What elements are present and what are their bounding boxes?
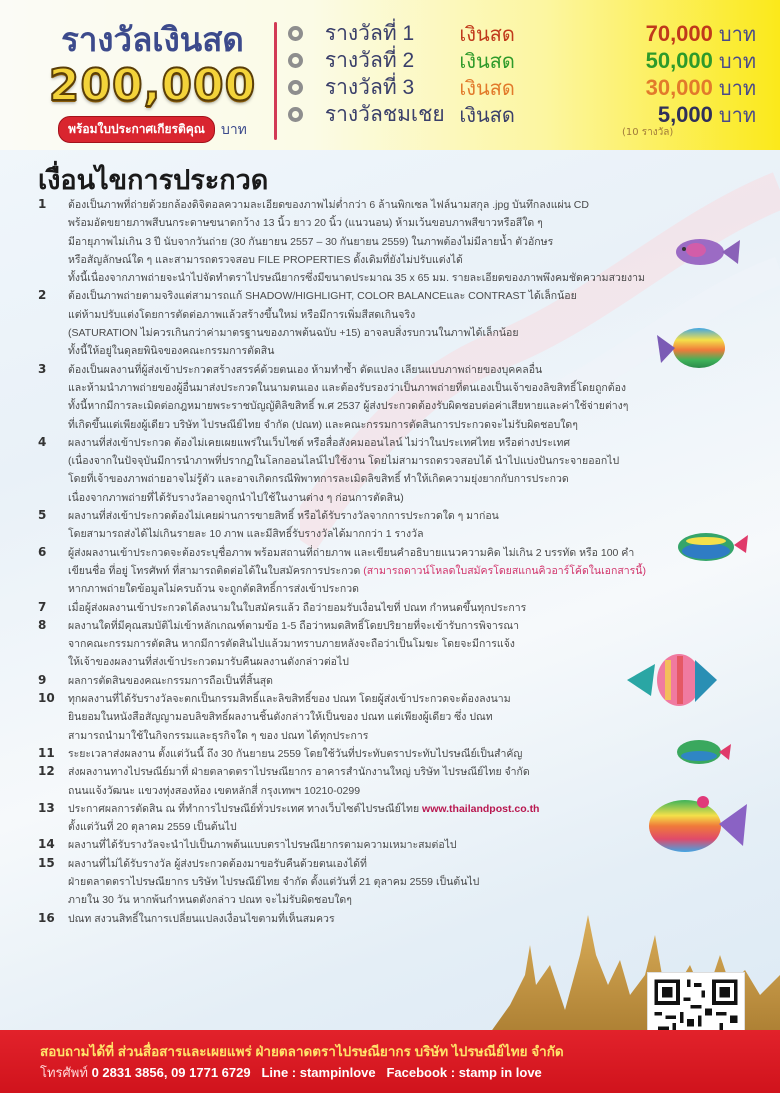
- condition-number: 14: [38, 837, 55, 852]
- condition-number: 11: [38, 745, 55, 760]
- condition-text: ส่งผลงานทางไปรษณีย์มาที่ ฝ่ายตลาดตราไปรษณียากร อาคารสำนักงานใหญ่ บริษัท ไปรษณีย์ไทย จำกัด: [68, 766, 530, 779]
- condition-text: ต้องเป็นภาพถ่ายตามจริงแต่สามารถแก้ SHADOW/HIGHLIGHT, COLOR BALANCEและ CONTRAST ได้เล็กน้อย: [68, 290, 577, 303]
- condition-number: 12: [38, 764, 55, 779]
- consolation-count-note: (10 รางวัล): [622, 127, 674, 138]
- conditions-title: เงื่อนไขการประกวด: [38, 165, 269, 195]
- contact-footer: [0, 1030, 780, 1093]
- condition-text: ตั้งแต่วันที่ 20 ตุลาคม 2559 เป็นต้นไป: [68, 821, 237, 834]
- condition-number: 4: [38, 434, 47, 449]
- condition-item-7: [38, 599, 758, 617]
- prize-unit: บาท: [718, 77, 756, 100]
- prize-row-1: [286, 20, 756, 47]
- header-divider: [274, 22, 277, 140]
- condition-number: 6: [38, 544, 47, 559]
- line-id: stampinlove: [299, 1065, 376, 1080]
- condition-text: ผลงานที่ไม่ได้รับรางวัล ผู้ส่งประกวดต้องมาขอรับคืนด้วยตนเองได้ที่: [68, 857, 367, 870]
- large-rainbow-fish-icon: [645, 790, 750, 858]
- condition-text: ผู้ส่งผลงานเข้าประกวดจะต้องระบุชื่อภาพ พร้อมสถานที่ถ่ายภาพ และเขียนคำอธิบายแนวความคิด ไม่เกิน 2 บรรทัด หรือ 100 คำ: [68, 546, 635, 559]
- condition-text: ยินยอมในหนังสือสัญญามอบลิขสิทธิ์ผลงานชิ้นดังกล่าวให้เป็นของ ปณท แต่เพียงผู้เดียว ซึ่ง ปณท: [68, 711, 493, 724]
- prize-unit: บาท: [718, 23, 756, 46]
- condition-item-3: [38, 361, 758, 434]
- title-subtitle: [40, 116, 265, 143]
- condition-text: ให้เจ้าของผลงานที่ส่งเข้าประกวดมารับคืนผลงานดังกล่าวต่อไป: [68, 656, 349, 669]
- condition-text: โดยที่เจ้าของภาพถ่ายอาจไม่รู้ตัว และอาจเกิดกรณีพิพาทการละเมิดลิขสิทธิ์ ทำให้เกิดความยุ่งยากกับการประกวด: [68, 473, 569, 486]
- line-label: Line :: [261, 1065, 297, 1080]
- condition-text: ภายใน 30 วัน หากพ้นกำหนดดังกล่าว ปณท จะไม่รับผิดชอบใดๆ: [68, 894, 352, 907]
- green-fish-icon: [672, 525, 750, 565]
- condition-item-2: [38, 287, 758, 360]
- prize-unit: บาท: [718, 50, 756, 73]
- certificate-badge: พร้อมใบประกาศเกียรติคุณ: [58, 116, 215, 143]
- circle-bullet-icon: [288, 53, 303, 68]
- condition-text: ผลงานที่ส่งเข้าประกวด ต้องไม่เคยเผยแพร่ในเว็บไซต์ หรือสื่อสังคมออนไลน์ ไม่ว่าในประเทศไทย หรือต่างประเทศ: [68, 436, 571, 449]
- prize-cash-label: เงินสด: [459, 50, 515, 73]
- circle-bullet-icon: [288, 107, 303, 122]
- prize-header: [0, 0, 780, 150]
- contact-department: สอบถามได้ที่ ส่วนสื่อสารและเผยแพร่ ฝ่ายตลาดตราไปรษณียากร บริษัท ไปรษณีย์ไทย จำกัด: [40, 1044, 564, 1059]
- condition-text: เมื่อผู้ส่งผลงานเข้าประกวดได้ลงนามในใบสมัครแล้ว ถือว่ายอมรับเงื่อนไขที่ ปณท กำหนดขึ้นทุกประการ: [68, 601, 527, 614]
- condition-text: (เนื่องจากในปัจจุบันมีการนำภาพที่ปรากฏในโลกออนไลน์ไปใช้งาน โดยไม่สามารถตรวจสอบได้ นำไปแบ่งปันกระจายออกไป: [68, 455, 620, 468]
- rainbow-fish-icon: [655, 325, 727, 371]
- prize-name: รางวัลที่ 1: [324, 22, 415, 45]
- condition-number: 13: [38, 800, 55, 815]
- condition-text: พร้อมอัดขยายภาพสีบนกระดาษขนาดกว้าง 13 นิ้ว ยาว 20 นิ้ว (แนวนอน) ห้ามเว้นขอบภาพสีขาวหรือสีใด ๆ: [68, 217, 543, 230]
- prize-row-consolation: [286, 101, 756, 128]
- condition-item-6: [38, 544, 758, 599]
- condition-number: 7: [38, 599, 47, 614]
- condition-item-1: [38, 196, 758, 287]
- title-block: [40, 20, 265, 143]
- facebook-id: stamp in love: [458, 1065, 542, 1080]
- condition-text: โดยสามารถส่งได้ไม่เกินรายละ 10 ภาพ และมีสิทธิ์รับรางวัลได้มากกว่า 1 รางวัล: [68, 528, 424, 541]
- condition-text: ปณท สงวนสิทธิ์ในการเปลี่ยนแปลงเงื่อนไขตามที่เห็นสมควร: [68, 912, 335, 925]
- condition-text: (SATURATION ไม่ควรเกินกว่าค่ามาตรฐานของภาพต้นฉบับ +15) อาจลบสิ่งรบกวนในภาพได้เล็กน้อย: [68, 327, 519, 340]
- thailandpost-website-link[interactable]: www.thailandpost.co.th: [422, 802, 540, 815]
- condition-text-with-highlight: [68, 562, 758, 580]
- prize-cash-label: เงินสด: [459, 23, 515, 46]
- condition-text: ผลงานใดที่มีคุณสมบัติไม่เข้าหลักเกณฑ์ตามข้อ 1-5 ถือว่าหมดสิทธิ์โดยปริยายที่จะเข้ารับการพิจารณา: [68, 619, 520, 632]
- condition-text: ต้องเป็นภาพที่ถ่ายด้วยกล้องดิจิตอลความละเอียดของภาพไม่ต่ำกว่า 6 ล้านพิกเซล ไฟล์นามสกุล .jpg บันทึกลงแผ่น CD: [68, 199, 589, 211]
- condition-text: หรือสัญลักษณ์ใด ๆ และสามารถตรวจสอบ FILE PROPERTIES ดั้งเดิมที่ยังไม่ปรับแต่งได้: [68, 253, 463, 266]
- condition-text: ทั้งนี้ให้อยู่ในดุลยพินิจของคณะกรรมการตัดสิน: [68, 345, 275, 358]
- condition-text: ทั้งนี้หากมีการละเมิดต่อกฎหมายพระราชบัญญัติลิขสิทธิ์ พ.ศ 2537 ผู้ส่งประกวดต้องรับผิดชอบต่อค่าเสียหายและค่าใช้จ่ายต่างๆ: [68, 400, 629, 413]
- condition-text: จากคณะกรรมการตัดสิน หากมีการตัดสินไปแล้วมาทราบภายหลังจะถือว่าเป็นโมฆะ โดยจะมีการแจ้ง: [68, 638, 515, 651]
- condition-text: แต่ห้ามปรับแต่งโดยการตัดต่อภาพแล้วสร้างขึ้นใหม่ หรือมีการเพิ่มสีสดเกินจริง: [68, 308, 416, 321]
- condition-text: สามารถนำมาใช้ในกิจกรรมและธุรกิจใด ๆ ของ ปณท ได้ทุกประการ: [68, 729, 369, 742]
- prize-amount: 30,000: [645, 74, 713, 100]
- prize-row-2: [286, 47, 756, 74]
- circle-bullet-icon: [288, 80, 303, 95]
- condition-number: 3: [38, 361, 47, 376]
- condition-number: 2: [38, 288, 47, 303]
- condition-item-4: [38, 434, 758, 507]
- condition-item-11: [38, 745, 758, 763]
- prize-list: [286, 20, 756, 128]
- condition-number: 16: [38, 910, 55, 925]
- prize-name: รางวัลที่ 3: [324, 76, 415, 99]
- condition-text: ต้องเป็นผลงานที่ผู้ส่งเข้าประกวดสร้างสรรค์ด้วยตนเอง ห้ามทำซ้ำ ดัดแปลง เลียนแบบภาพถ่ายของบุคคลอื่น: [68, 363, 543, 376]
- condition-number: 9: [38, 672, 47, 687]
- prize-unit: บาท: [718, 104, 756, 127]
- condition-text: เขียนชื่อ ที่อยู่ โทรศัพท์ ที่สามารถติดต่อได้ในใบสมัครการประกวด: [68, 564, 361, 577]
- baht-unit: บาท: [220, 121, 247, 138]
- condition-text: ผลงานที่ส่งเข้าประกวดต้องไม่เคยผ่านการขายสิทธิ์ หรือได้รับรางวัลจากการประกวดใด ๆ มาก่อน: [68, 510, 499, 523]
- condition-item-15: [38, 855, 758, 910]
- condition-number: 5: [38, 508, 47, 523]
- condition-text: ผลงานที่ได้รับรางวัลจะนำไปเป็นภาพต้นแบบตราไปรษณียากรตามความเหมาะสมต่อไป: [68, 839, 457, 852]
- phone-label: โทรศัพท์: [40, 1065, 88, 1080]
- condition-text: มีอายุภาพไม่เกิน 3 ปี นับจากวันถ่าย (30 กันยายน 2557 – 30 กันยายน 2559) ในภาพต้องไม่มีลายน้ำ ตัวอักษร: [68, 235, 554, 248]
- prize-name: รางวัลที่ 2: [324, 49, 415, 72]
- prize-cash-label: เงินสด: [459, 77, 515, 100]
- condition-text: ประกาศผลการตัดสิน ณ ที่ทำการไปรษณีย์ทั่วประเทศ ทางเว็บไซต์ไปรษณีย์ไทย: [68, 802, 420, 815]
- condition-number: 10: [38, 691, 55, 706]
- prize-row-3: [286, 74, 756, 101]
- condition-text: ทั้งนี้เนื่องจากภาพถ่ายจะนำไปจัดทำตราไปรษณียากรซึ่งมีขนาดประมาณ 35 x 65 มม. รายละเอียดของภาพพึงคมชัดความสวยงาม: [68, 272, 645, 285]
- striped-fish-icon: [625, 650, 720, 712]
- condition-number: 1: [38, 197, 47, 211]
- prize-name: รางวัลชมเชย: [324, 103, 445, 126]
- condition-item-5: [38, 507, 758, 544]
- prize-amount: 70,000: [645, 20, 713, 46]
- contact-details: [40, 1062, 542, 1083]
- facebook-label: Facebook :: [386, 1065, 456, 1080]
- condition-number: 8: [38, 617, 47, 632]
- total-prize-amount: 200,000: [48, 60, 257, 111]
- condition-text: เนื่องจากภาพถ่ายที่ได้รับรางวัลอาจถูกนำไปใช้ในงานต่าง ๆ ก่อนการตัดสิน): [68, 491, 404, 504]
- condition-text: ระยะเวลาส่งผลงาน ตั้งแต่วันนี้ ถึง 30 กันยายน 2559 โดยใช้วันที่ประทับตราประทับไปรษณีย์เป็นสำคัญ: [68, 747, 523, 760]
- download-form-note: (สามารถดาวน์โหลดใบสมัครโดยสแกนคิวอาร์โค้ดในเอกสารนี้): [363, 564, 646, 577]
- page-title: รางวัลเงินสด: [61, 21, 244, 58]
- small-green-fish-icon: [673, 735, 733, 769]
- condition-number: 15: [38, 855, 55, 870]
- condition-text: ทุกผลงานที่ได้รับรางวัลจะตกเป็นกรรมสิทธิ์และลิขสิทธิ์ของ ปณท โดยผู้ส่งเข้าประกวดจะต้องลงนาม: [68, 693, 511, 706]
- condition-text: ผลการตัดสินของคณะกรรมการถือเป็นที่สิ้นสุด: [68, 674, 274, 687]
- prize-cash-label: เงินสด: [459, 104, 515, 127]
- prize-amount: 50,000: [645, 47, 713, 73]
- condition-text: และห้ามนำภาพถ่ายของผู้อื่นมาส่งประกวดในนามตนเอง และต้องรับรองว่าเป็นภาพถ่ายที่ตนเองเป็นเจ้าของลิขสิทธิ์โดยถูกต้อง: [68, 381, 627, 394]
- condition-text: ที่เกิดขึ้นแต่เพียงผู้เดียว บริษัท ไปรษณีย์ไทย จำกัด (ปณท) และคณะกรรมการตัดสินการประกวดจะไม่รับผิดชอบใดๆ: [68, 418, 578, 431]
- condition-text: ถนนแจ้งวัฒนะ แขวงทุ่งสองห้อง เขตหลักสี่ กรุงเทพฯ 10210-0299: [68, 784, 361, 797]
- purple-fish-icon: [672, 232, 742, 272]
- circle-bullet-icon: [288, 26, 303, 41]
- condition-text: หากภาพถ่ายใดข้อมูลไม่ครบถ้วน จะถูกตัดสิทธิ์การส่งเข้าประกวด: [68, 583, 359, 596]
- condition-text: ฝ่ายตลาดตราไปรษณียากร บริษัท ไปรษณีย์ไทย จำกัด ตั้งแต่วันที่ 21 ตุลาคม 2559 เป็นต้นไป: [68, 875, 480, 888]
- prize-amount: 5,000: [657, 101, 713, 127]
- phone-numbers: 0 2831 3856, 09 1771 6729: [91, 1065, 251, 1080]
